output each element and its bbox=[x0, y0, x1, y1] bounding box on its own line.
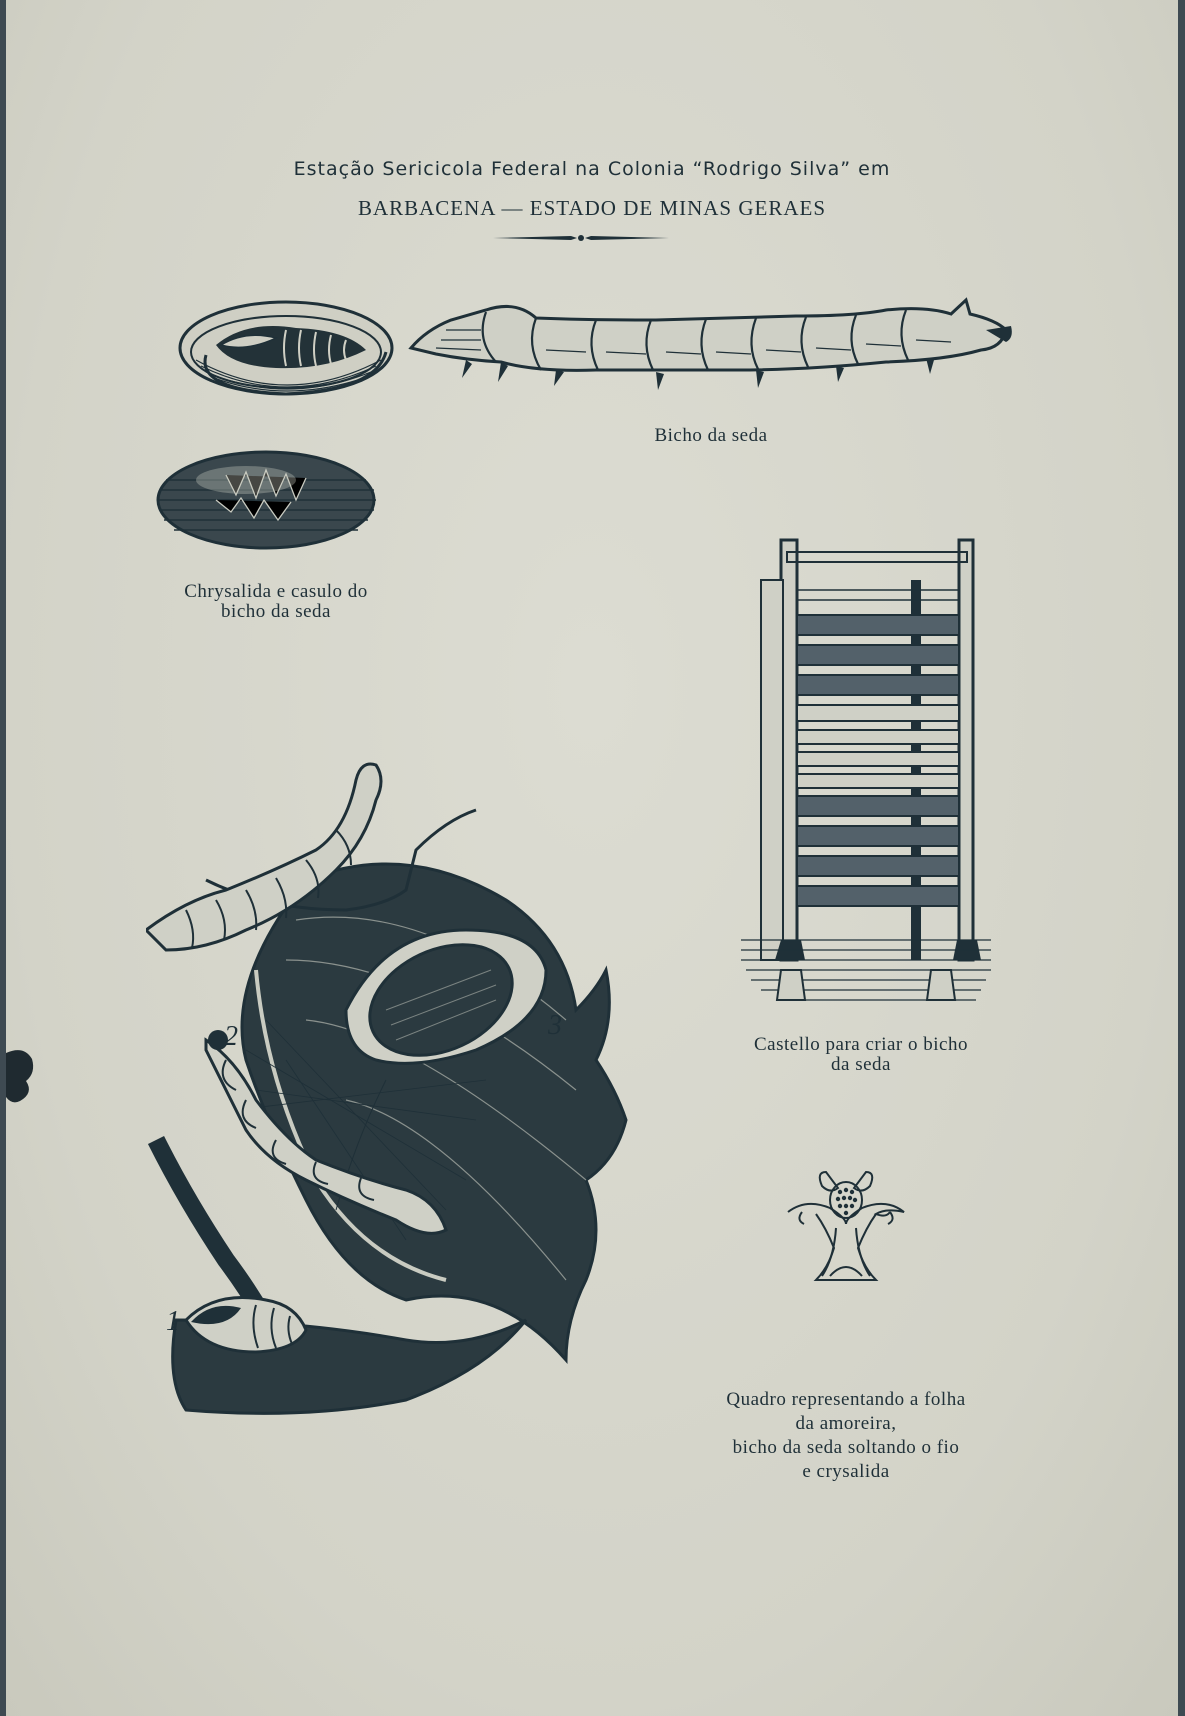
cocoon-illustration bbox=[146, 440, 391, 565]
header-institution: Estação Sericicola Federal na Colonia “Rodrigo Silva” em bbox=[293, 158, 891, 180]
paper-stain bbox=[6, 1045, 36, 1105]
caption-rearing-rack bbox=[726, 1035, 996, 1075]
caption-rearing-rack-line1: Castello para criar o bicho bbox=[754, 1034, 968, 1055]
mulberry-leaf-scene-illustration bbox=[146, 760, 656, 1450]
caption-chrysalis-line2: bicho da seda bbox=[221, 601, 331, 622]
caption-leaf-scene bbox=[686, 1388, 1006, 1484]
figure-number-2: 2 bbox=[224, 1021, 238, 1052]
caption-leaf-scene-line4: e crysalida bbox=[802, 1461, 890, 1482]
open-cocoon-illustration bbox=[176, 290, 401, 420]
ornament-rule-icon bbox=[491, 232, 671, 244]
caption-rearing-rack-line2: da seda bbox=[831, 1054, 891, 1075]
caption-silkworm: Bicho da seda bbox=[654, 425, 768, 446]
silkworm-illustration bbox=[406, 290, 1016, 410]
header-location: BARBACENA — ESTADO DE MINAS GERAES bbox=[357, 196, 827, 220]
caption-leaf-scene-line3: bicho da seda soltando o fio bbox=[732, 1437, 960, 1458]
caption-chrysalis-line1: Chrysalida e casulo do bbox=[184, 581, 368, 602]
printed-plate bbox=[6, 0, 1178, 1716]
rearing-rack-illustration bbox=[741, 530, 1001, 1020]
figure-number-3: 3 bbox=[548, 1010, 562, 1041]
figure-number-1: 1 bbox=[166, 1306, 180, 1337]
caption-leaf-scene-line1: Quadro representando a folha bbox=[726, 1389, 966, 1410]
caption-leaf-scene-line2: da amoreira, bbox=[795, 1413, 897, 1434]
mulberry-ornament-icon bbox=[786, 1168, 906, 1286]
caption-chrysalis bbox=[146, 582, 406, 622]
